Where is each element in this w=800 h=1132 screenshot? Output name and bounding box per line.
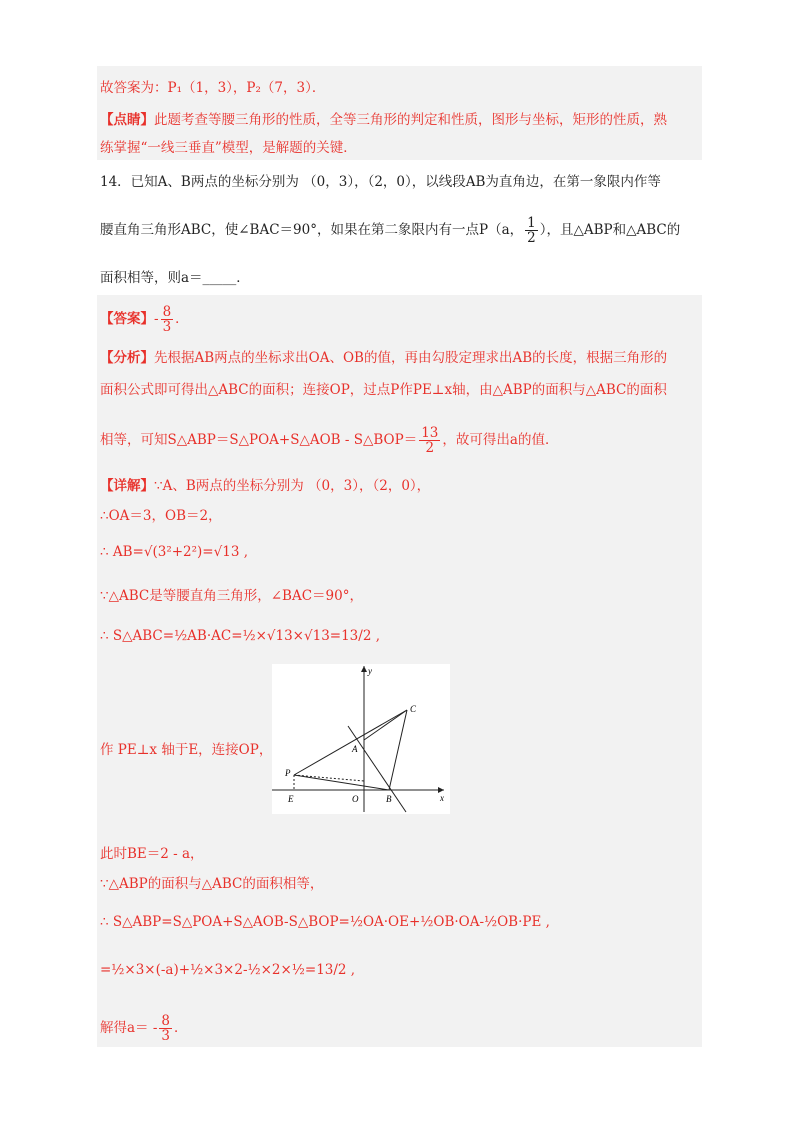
detail-line-5: ∴ S△ABC=½AB·AC=½×√13×√13=13/2 , xyxy=(100,628,380,644)
detail-line-3: ∴ AB=√(3²+2²)=√13 , xyxy=(100,544,248,560)
analysis-line-1 xyxy=(100,348,667,368)
analysis-tag: 【分析】 xyxy=(100,350,154,366)
analysis-text-1: 先根据AB两点的坐标求出OA、OB的值，再由勾股定理求出AB的长度，根据三角形的 xyxy=(154,350,668,366)
question-line-1: 14．已知A、B两点的坐标分别为 （0，3），（2，0），以线段AB为直角边，在第一象限内作等 xyxy=(100,174,661,190)
label-x: x xyxy=(440,793,444,803)
question-line-3: 面积相等，则a＝_____． xyxy=(100,270,250,286)
label-b: B xyxy=(386,794,392,804)
answer-line: 【答案】- $\frac{8}{3}$ ． xyxy=(100,304,189,335)
answer-sign: - xyxy=(154,311,159,327)
analysis-line-2: 面积公式即可得出△ABC的面积；连接OP，过点P作PE⊥x轴，由△ABP的面积与△ABC的面积 xyxy=(100,382,667,398)
segment-ac xyxy=(364,710,407,740)
y-axis-arrow xyxy=(361,666,367,672)
note-line-2: 练掌握“一线三垂直”模型，是解题的关键． xyxy=(100,140,357,156)
label-p: P xyxy=(285,768,291,778)
note-text-1: 此题考查等腰三角形的性质，全等三角形的判定和性质，图形与坐标，矩形的性质，熟 xyxy=(154,112,667,128)
note-line-1 xyxy=(100,110,667,130)
thirteen-half-fraction: $\frac{13}{2}$ xyxy=(421,425,439,456)
detail-text-1: ∵A、B两点的坐标分别为 （0，3），（2，0）， xyxy=(154,478,431,494)
detail-line-11: 解得a＝ - $\frac{8}{3}$ ． xyxy=(100,1013,188,1044)
prev-answer-line: 故答案为：P₁（1，3），P₂（7，3）． xyxy=(100,80,326,96)
analysis-line-3 xyxy=(100,426,558,455)
question-line-2 xyxy=(100,216,680,245)
question-text-2a: 腰直角三角形ABC，使∠BAC＝90°，如果在第二象限内有一点P（a， xyxy=(100,222,524,238)
detail-line-7: 此时BE＝2 - a， xyxy=(100,846,204,862)
detail-line-6: 作 PE⊥x 轴于E，连接OP， xyxy=(100,742,273,758)
detail-line-10: =½×3×(-a)+½×3×2-½×2×½=13/2 , xyxy=(100,962,356,978)
final-answer-fraction: $\frac{8}{3}$ xyxy=(161,1013,170,1044)
detail-line-2: ∴OA＝3，OB＝2， xyxy=(100,508,222,524)
detail-line-1 xyxy=(100,476,430,496)
answer-tag: 【答案】 xyxy=(100,311,154,327)
answer-fraction: $\frac{8}{3}$ xyxy=(162,304,172,335)
question-text-2b: ），且△ABP和△ABC的 xyxy=(539,222,681,238)
analysis-text-3b: ，故可得出a的值． xyxy=(442,432,559,448)
half-fraction: $\frac{1}{2}$ xyxy=(527,215,536,246)
detail-text-11: 解得a＝ - xyxy=(100,1020,158,1036)
coordinate-figure-svg xyxy=(272,664,450,814)
analysis-text-3a: 相等，可知S△ABP＝S△POA+S△AOB - S△BOP＝ xyxy=(100,432,418,448)
label-y: y xyxy=(368,666,372,676)
segment-pb xyxy=(294,775,389,790)
segment-pc-line xyxy=(294,710,407,775)
label-a: A xyxy=(352,744,358,754)
label-o: O xyxy=(352,794,359,804)
segment-cb xyxy=(389,710,407,790)
label-c: C xyxy=(410,704,417,714)
detail-tag: 【详解】 xyxy=(100,478,154,494)
coordinate-figure xyxy=(272,664,450,814)
label-e: E xyxy=(288,794,294,804)
detail-line-4: ∵△ABC是等腰直角三角形，∠BAC＝90°， xyxy=(100,588,363,604)
detail-line-8: ∵△ABP的面积与△ABC的面积相等， xyxy=(100,876,324,892)
note-tag: 【点睛】 xyxy=(100,112,154,128)
detail-line-9: ∴ S△ABP=S△POA+S△AOB-S△BOP=½OA·OE+½OB·OA-½OB·PE , xyxy=(100,914,550,930)
